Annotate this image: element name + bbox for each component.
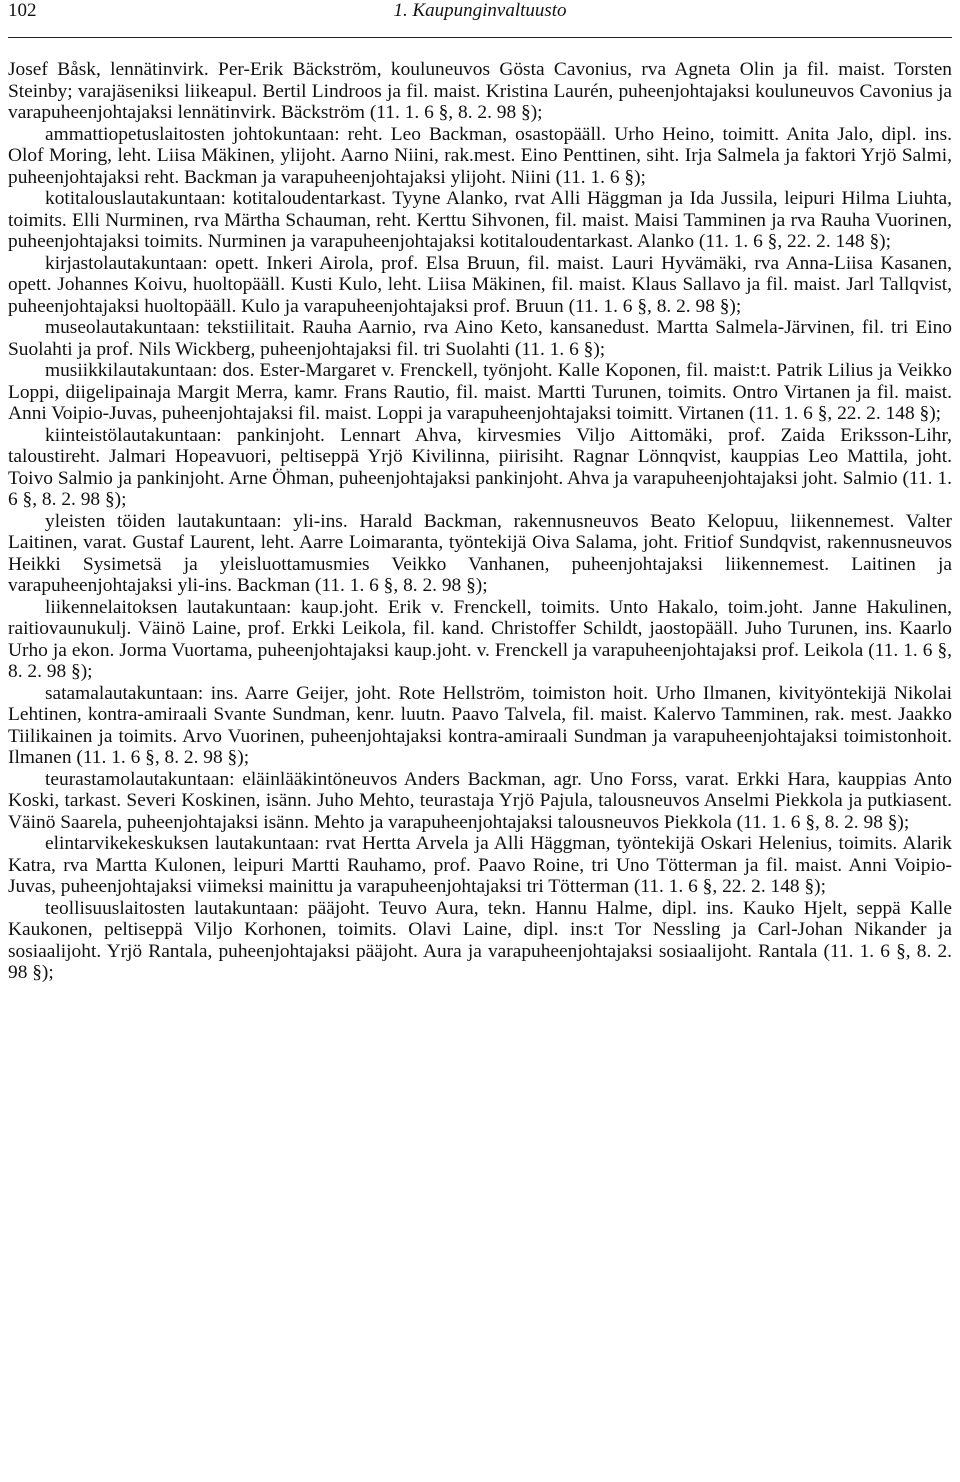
paragraph-yleisten-toiden-lautakunta: yleisten töiden lautakuntaan: yli-ins. Harald Backman, rakennusneuvos Beato Kelopuu, liikennemest. Valter Laitinen, varat. Gustaf Laurent, leht. Aarre Loimaranta, työntekijä Oiva Salama, joht. Fritiof Sundqvist, rakennusneuvos Heikki Sysimetsä ja yleisluottamusmies Veikko Vanhanen, puheenjohtajaksi liikennemest. Laitinen ja varapuheenjohtajaksi yli-ins. Backman (11. 1. 6 §, 8. 2. 98 §); bbox=[8, 510, 952, 596]
paragraph-teollisuuslaitosten-lautakunta: teollisuuslaitosten lautakuntaan: pääjoht. Teuvo Aura, tekn. Hannu Halme, dipl. ins. Kauko Hjelt, seppä Kalle Kaukonen, peltiseppä Viljo Korhonen, toimits. Olavi Laine, dipl. ins:t Tor Nessling ja Carl-Johan Nikander ja sosiaalijoht. Yrjö Rantala, puheenjohtajaksi pääjoht. Aura ja varapuheenjohtajaksi sosiaalijoht. Rantala (11. 1. 6 §, 8. 2. 98 §); bbox=[8, 897, 952, 983]
paragraph-kirjastolautakunta: kirjastolautakuntaan: opett. Inkeri Airola, prof. Elsa Bruun, fil. maist. Lauri Hyvämäki, rva Anna-Liisa Kasanen, opett. Johannes Koivu, huoltopääll. Kusti Kulo, leht. Liisa Mäkinen, fil. maist. Klaus Sallavo ja fil. maist. Jarl Tallqvist, puheenjohtajaksi huoltopääll. Kulo ja varapuheenjohtajaksi prof. Bruun (11. 1. 6 §, 8. 2. 98 §); bbox=[8, 252, 952, 317]
body-text bbox=[8, 59, 952, 984]
paragraph-board-members-continued: Josef Båsk, lennätinvirk. Per-Erik Bäckström, kouluneuvos Gösta Cavonius, rva Agneta Olin ja fil. maist. Torsten Steinby; varajäseniksi liikeapul. Bertil Lindroos ja fil. maist. Kristina Laurén, puheenjohtajaksi kouluneuvos Cavonius ja varapuheenjohtajaksi lennätinvirk. Bäckström (11. 1. 6 §, 8. 2. 98 §); bbox=[8, 59, 952, 123]
running-title: 1. Kaupunginvaltuusto bbox=[393, 0, 567, 21]
page-header bbox=[8, 0, 952, 34]
paragraph-ammattiopetuslaitosten-johtokunta: ammattiopetuslaitosten johtokuntaan: reht. Leo Backman, osastopääll. Urho Heino, toimitt. Anita Jalo, dipl. ins. Olof Moring, leht. Liisa Mäkinen, ylijoht. Aarno Niini, rak.mest. Eino Penttinen, siht. Irja Salmela ja faktori Yrjö Salmi, puheenjohtajaksi reht. Backman ja varapuheenjohtajaksi ylijoht. Niini (11. 1. 6 §); bbox=[8, 123, 952, 188]
paragraph-satamalautakunta: satamalautakuntaan: ins. Aarre Geijer, joht. Rote Hellström, toimiston hoit. Urho Ilmanen, kivityöntekijä Nikolai Lehtinen, kontra-amiraali Svante Sundman, kenr. luutn. Paavo Talvela, fil. maist. Kalervo Tamminen, rak. mest. Jaakko Tiilikainen ja toimits. Arvo Vuorinen, puheenjohtajaksi kontra-amiraali Sundman ja varapuheenjohtajaksi toimistonhoit. Ilmanen (11. 1. 6 §, 8. 2. 98 §); bbox=[8, 682, 952, 768]
header-rule bbox=[8, 37, 952, 38]
page-number: 102 bbox=[8, 0, 37, 21]
paragraph-liikennelaitoksen-lautakunta: liikennelaitoksen lautakuntaan: kaup.joht. Erik v. Frenckell, toimits. Unto Hakalo, toim.joht. Janne Hakulinen, raitiovaunukulj. Väinö Laine, prof. Erkki Leikola, fil. kand. Christoffer Schildt, jaostopääll. Juho Turunen, ins. Kaarlo Urho ja ekon. Jorma Vuortama, puheenjohtajaksi kaup.joht. v. Frenckell ja varapuheenjohtajaksi prof. Leikola (11. 1. 6 §, 8. 2. 98 §); bbox=[8, 596, 952, 682]
paragraph-elintarvikekeskuksen-lautakunta: elintarvikekeskuksen lautakuntaan: rvat Hertta Arvela ja Alli Häggman, työntekijä Oskari Helenius, toimits. Alarik Katra, rva Martta Kulonen, leipuri Martti Rauhamo, prof. Paavo Roine, tri Uno Tötterman ja fil. maist. Anni Voipio-Juvas, puheenjohtajaksi viimeksi mainittu ja varapuheenjohtajaksi tri Tötterman (11. 1. 6 §, 22. 2. 148 §); bbox=[8, 833, 952, 897]
paragraph-teurastamolautakunta: teurastamolautakuntaan: eläinlääkintöneuvos Anders Backman, agr. Uno Forss, varat. Erkki Hara, kauppias Anto Koski, tarkast. Severi Koskinen, isänn. Juho Mehto, teurastaja Yrjö Pajula, talousneuvos Anselmi Piekkola ja putkiasent. Väinö Saarela, puheenjohtajaksi isänn. Mehto ja varapuheenjohtajaksi talousneuvos Piekkola (11. 1. 6 §, 8. 2. 98 §); bbox=[8, 768, 952, 833]
paragraph-museolautakunta: museolautakuntaan: tekstiilitait. Rauha Aarnio, rva Aino Keto, kansanedust. Martta Salmela-Järvinen, fil. tri Eino Suolahti ja prof. Nils Wickberg, puheenjohtajaksi fil. tri Suolahti (11. 1. 6 §); bbox=[8, 317, 952, 360]
paragraph-kotitalouslautakunta: kotitalouslautakuntaan: kotitaloudentarkast. Tyyne Alanko, rvat Alli Häggman ja Ida Jussila, leipuri Hilma Liuhta, toimits. Elli Nurminen, rva Märtha Schauman, reht. Kerttu Sihvonen, fil. maist. Maisi Tamminen ja rva Rauha Vuorinen, puheenjohtajaksi toimits. Nurminen ja varapuheenjohtajaksi kotitaloudentarkast. Alanko (11. 1. 6 §, 22. 2. 148 §); bbox=[8, 188, 952, 252]
paragraph-kiinteistolautakunta: kiinteistölautakuntaan: pankinjoht. Lennart Ahva, kirvesmies Viljo Aittomäki, prof. Zaida Eriksson-Lihr, taloustireht. Jalmari Hopeavuori, peltiseppä Yrjö Kivilinna, piirisiht. Ragnar Lönnqvist, kauppias Leo Mattila, joht. Toivo Salmio ja pankinjoht. Arne Öhman, puheenjohtajaksi pankinjoht. Ahva ja varapuheenjohtajaksi joht. Salmio (11. 1. 6 §, 8. 2. 98 §); bbox=[8, 424, 952, 510]
paragraph-musiikkilautakunta: musiikkilautakuntaan: dos. Ester-Margaret v. Frenckell, työnjoht. Kalle Koponen, fil. maist:t. Patrik Lilius ja Veikko Loppi, diigelipainaja Margit Merra, kamr. Frans Rautio, fil. maist. Martti Turunen, toimits. Ontro Virtanen ja fil. maist. Anni Voipio-Juvas, puheenjohtajaksi fil. maist. Loppi ja varapuheenjohtajaksi toimitt. Virtanen (11. 1. 6 §, 22. 2. 148 §); bbox=[8, 360, 952, 424]
